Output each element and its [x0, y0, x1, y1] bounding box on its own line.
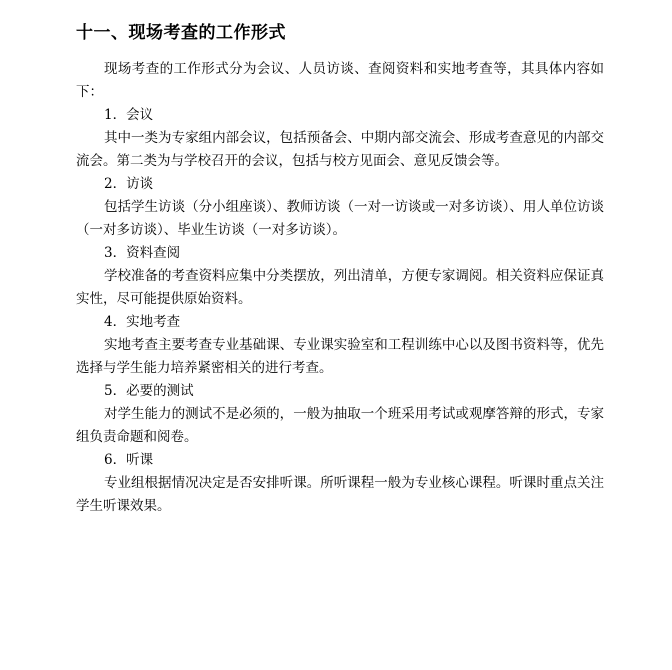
- subsection-title-interview: 2．访谈: [104, 176, 154, 192]
- subsection-title-class-observation: 6．听课: [104, 452, 154, 468]
- subsection-title-testing: 5．必要的测试: [104, 383, 194, 399]
- subsection-body-site-inspection: 实地考查主要考查专业基础课、专业课实验室和工程训练中心以及图书资料等，优先选择与学生能力培养紧密相关的进行考查。: [76, 337, 604, 376]
- subsection-title-document-review: 3．资料查阅: [104, 245, 181, 261]
- subsection-body-meeting: 其中一类为专家组内部会议，包括预备会、中期内部交流会、形成考查意见的内部交流会。第二类为与学校召开的会议，包括与校方见面会、意见反馈会等。: [76, 130, 604, 169]
- document-body: [76, 58, 604, 518]
- subsection-body-document-review: 学校准备的考查资料应集中分类摆放，列出清单，方便专家调阅。相关资料应保证真实性，尽可能提供原始资料。: [76, 268, 604, 307]
- subsection-body-interview: 包括学生访谈（分小组座谈）、教师访谈（一对一访谈或一对多访谈）、用人单位访谈（一对多访谈）、毕业生访谈（一对多访谈）。: [76, 199, 604, 238]
- subsection-body-testing: 对学生能力的测试不是必须的，一般为抽取一个班采用考试或观摩答辩的形式，专家组负责命题和阅卷。: [76, 406, 604, 445]
- subsection-body-class-observation: 专业组根据情况决定是否安排听课。所听课程一般为专业核心课程。听课时重点关注学生听课效果。: [76, 475, 604, 514]
- intro-paragraph: 现场考查的工作形式分为会议、人员访谈、查阅资料和实地考查等，其具体内容如下：: [76, 61, 604, 100]
- subsection-title-meeting: 1．会议: [104, 107, 154, 123]
- subsection-title-site-inspection: 4．实地考查: [104, 314, 181, 330]
- section-heading: 十一、现场考查的工作形式: [76, 23, 286, 43]
